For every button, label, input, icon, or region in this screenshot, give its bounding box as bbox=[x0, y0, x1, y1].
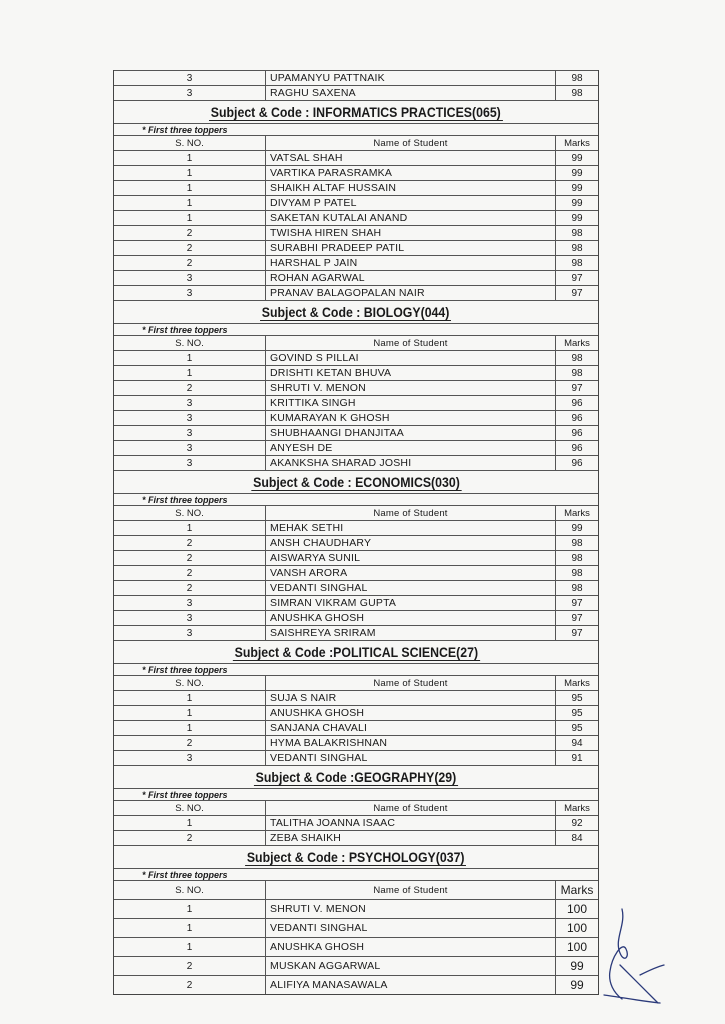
student-name-cell: MEHAK SETHI bbox=[266, 521, 556, 535]
marks-cell: 97 bbox=[571, 272, 583, 284]
table-row bbox=[114, 550, 598, 565]
table-row bbox=[114, 440, 598, 455]
serial-number-cell: 1 bbox=[114, 366, 266, 380]
student-name-cell: SUJA S NAIR bbox=[266, 691, 556, 705]
marks-cell: 98 bbox=[571, 352, 583, 364]
serial-number-cell: 1 bbox=[114, 181, 266, 195]
table-row bbox=[114, 365, 598, 380]
table-row bbox=[114, 150, 598, 165]
serial-number-cell: 2 bbox=[114, 536, 266, 550]
table-row bbox=[114, 180, 598, 195]
subject-title: Subject & Code : ECONOMICS(030) bbox=[252, 473, 460, 490]
serial-number-cell: 1 bbox=[114, 151, 266, 165]
table-row bbox=[114, 625, 598, 640]
student-name-cell: ANUSHKA GHOSH bbox=[266, 706, 556, 720]
serial-number-cell: 1 bbox=[114, 211, 266, 225]
serial-number-cell: 2 bbox=[114, 581, 266, 595]
handwritten-signature bbox=[600, 905, 670, 1005]
marks-cell: 97 bbox=[571, 382, 583, 394]
subject-section bbox=[114, 300, 598, 470]
marks-cell: 100 bbox=[566, 902, 588, 916]
toppers-note: * First three toppers bbox=[114, 663, 598, 675]
student-name-cell: SANJANA CHAVALI bbox=[266, 721, 556, 735]
student-name-cell: AKANKSHA SHARAD JOSHI bbox=[266, 456, 556, 470]
subject-heading bbox=[114, 100, 598, 123]
subject-title: Subject & Code :GEOGRAPHY(29) bbox=[255, 768, 457, 785]
toppers-table bbox=[113, 70, 599, 995]
table-row bbox=[114, 195, 598, 210]
table-header-row bbox=[114, 505, 598, 520]
student-name-cell: SHRUTI V. MENON bbox=[266, 381, 556, 395]
serial-number-cell: 1 bbox=[114, 196, 266, 210]
table-row bbox=[114, 425, 598, 440]
toppers-note: * First three toppers bbox=[114, 123, 598, 135]
student-name-cell: VEDANTI SINGHAL bbox=[266, 581, 556, 595]
serial-number-cell: S. NO. bbox=[114, 881, 266, 899]
serial-number-cell: 2 bbox=[114, 736, 266, 750]
student-name-cell: TWISHA HIREN SHAH bbox=[266, 226, 556, 240]
marks-cell: 100 bbox=[566, 940, 588, 954]
serial-number-cell: 1 bbox=[114, 721, 266, 735]
table-row bbox=[114, 610, 598, 625]
marks-cell: Marks bbox=[564, 677, 590, 689]
table-row bbox=[114, 225, 598, 240]
serial-number-cell: 3 bbox=[114, 426, 266, 440]
marks-cell: 98 bbox=[571, 582, 583, 594]
subject-title: Subject & Code : BIOLOGY(044) bbox=[262, 303, 450, 320]
serial-number-cell: 2 bbox=[114, 256, 266, 270]
table-row bbox=[114, 937, 598, 956]
table-row bbox=[114, 750, 598, 765]
marks-cell: Marks bbox=[560, 883, 594, 897]
student-name-cell: Name of Student bbox=[266, 506, 556, 520]
table-row bbox=[114, 240, 598, 255]
marks-cell: 96 bbox=[571, 427, 583, 439]
serial-number-cell: 1 bbox=[114, 938, 266, 956]
marks-cell: 98 bbox=[571, 227, 583, 239]
student-name-cell: HYMA BALAKRISHNAN bbox=[266, 736, 556, 750]
student-name-cell: DRISHTI KETAN BHUVA bbox=[266, 366, 556, 380]
serial-number-cell: 2 bbox=[114, 226, 266, 240]
subject-section bbox=[114, 845, 598, 994]
serial-number-cell: 3 bbox=[114, 411, 266, 425]
marks-cell: 98 bbox=[571, 537, 583, 549]
marks-cell: 94 bbox=[571, 737, 583, 749]
serial-number-cell: 3 bbox=[114, 86, 266, 100]
serial-number-cell: 3 bbox=[114, 611, 266, 625]
serial-number-cell: 1 bbox=[114, 521, 266, 535]
table-header-row bbox=[114, 880, 598, 899]
table-header-row bbox=[114, 335, 598, 350]
serial-number-cell: 2 bbox=[114, 551, 266, 565]
student-name-cell: VARTIKA PARASRAMKA bbox=[266, 166, 556, 180]
marks-cell: 95 bbox=[571, 692, 583, 704]
subject-title: Subject & Code : PSYCHOLOGY(037) bbox=[247, 848, 465, 865]
marks-cell: 100 bbox=[566, 921, 588, 935]
marks-cell: 98 bbox=[571, 72, 583, 84]
serial-number-cell: S. NO. bbox=[114, 136, 266, 150]
subject-section bbox=[114, 470, 598, 640]
student-name-cell: SHUBHAANGI DHANJITAA bbox=[266, 426, 556, 440]
student-name-cell: AISWARYA SUNIL bbox=[266, 551, 556, 565]
marks-cell: 98 bbox=[571, 552, 583, 564]
student-name-cell: ZEBA SHAIKH bbox=[266, 831, 556, 845]
marks-cell: 99 bbox=[570, 978, 584, 992]
table-row bbox=[114, 535, 598, 550]
table-row bbox=[114, 956, 598, 975]
table-row bbox=[114, 520, 598, 535]
student-name-cell: UPAMANYU PATTNAIK bbox=[266, 71, 556, 85]
student-name-cell: GOVIND S PILLAI bbox=[266, 351, 556, 365]
table-row bbox=[114, 595, 598, 610]
table-row bbox=[114, 975, 598, 994]
marks-cell: 98 bbox=[571, 567, 583, 579]
table-row bbox=[114, 735, 598, 750]
marks-cell: 99 bbox=[571, 167, 583, 179]
serial-number-cell: 3 bbox=[114, 271, 266, 285]
subject-heading bbox=[114, 470, 598, 493]
serial-number-cell: 2 bbox=[114, 241, 266, 255]
table-row bbox=[114, 720, 598, 735]
marks-cell: 99 bbox=[571, 522, 583, 534]
serial-number-cell: 3 bbox=[114, 396, 266, 410]
table-row bbox=[114, 410, 598, 425]
student-name-cell: SHRUTI V. MENON bbox=[266, 900, 556, 918]
student-name-cell: SHAIKH ALTAF HUSSAIN bbox=[266, 181, 556, 195]
student-name-cell: Name of Student bbox=[266, 676, 556, 690]
serial-number-cell: 2 bbox=[114, 976, 266, 994]
serial-number-cell: 3 bbox=[114, 71, 266, 85]
student-name-cell: Name of Student bbox=[266, 336, 556, 350]
student-name-cell: VEDANTI SINGHAL bbox=[266, 919, 556, 937]
student-name-cell: ANUSHKA GHOSH bbox=[266, 938, 556, 956]
toppers-note: * First three toppers bbox=[114, 788, 598, 800]
table-row bbox=[114, 815, 598, 830]
subject-heading bbox=[114, 640, 598, 663]
student-name-cell: MUSKAN AGGARWAL bbox=[266, 957, 556, 975]
serial-number-cell: S. NO. bbox=[114, 336, 266, 350]
table-row bbox=[114, 565, 598, 580]
marks-cell: Marks bbox=[564, 137, 590, 149]
table-header-row bbox=[114, 135, 598, 150]
serial-number-cell: 3 bbox=[114, 751, 266, 765]
subject-heading bbox=[114, 300, 598, 323]
marks-cell: 92 bbox=[571, 817, 583, 829]
marks-cell: 95 bbox=[571, 722, 583, 734]
table-row bbox=[114, 270, 598, 285]
student-name-cell: SIMRAN VIKRAM GUPTA bbox=[266, 596, 556, 610]
marks-cell: 96 bbox=[571, 397, 583, 409]
marks-cell: Marks bbox=[564, 337, 590, 349]
serial-number-cell: 2 bbox=[114, 957, 266, 975]
table-header-row bbox=[114, 675, 598, 690]
student-name-cell: SAKETAN KUTALAI ANAND bbox=[266, 211, 556, 225]
table-row bbox=[114, 85, 598, 100]
marks-cell: 84 bbox=[571, 832, 583, 844]
student-name-cell: Name of Student bbox=[266, 801, 556, 815]
student-name-cell: Name of Student bbox=[266, 881, 556, 899]
student-name-cell: ANUSHKA GHOSH bbox=[266, 611, 556, 625]
serial-number-cell: 1 bbox=[114, 706, 266, 720]
student-name-cell: ANSH CHAUDHARY bbox=[266, 536, 556, 550]
table-row bbox=[114, 705, 598, 720]
marks-cell: 96 bbox=[571, 412, 583, 424]
serial-number-cell: 3 bbox=[114, 626, 266, 640]
subject-title: Subject & Code : INFORMATICS PRACTICES(065) bbox=[210, 103, 501, 120]
student-name-cell: TALITHA JOANNA ISAAC bbox=[266, 816, 556, 830]
toppers-note: * First three toppers bbox=[114, 323, 598, 335]
marks-cell: Marks bbox=[564, 802, 590, 814]
student-name-cell: KUMARAYAN K GHOSH bbox=[266, 411, 556, 425]
student-name-cell: DIVYAM P PATEL bbox=[266, 196, 556, 210]
serial-number-cell: S. NO. bbox=[114, 801, 266, 815]
table-row bbox=[114, 210, 598, 225]
student-name-cell: PRANAV BALAGOPALAN NAIR bbox=[266, 286, 556, 300]
marks-cell: 98 bbox=[571, 257, 583, 269]
table-row bbox=[114, 380, 598, 395]
student-name-cell: ROHAN AGARWAL bbox=[266, 271, 556, 285]
table-row bbox=[114, 690, 598, 705]
student-name-cell: KRITTIKA SINGH bbox=[266, 396, 556, 410]
subject-title: Subject & Code :POLITICAL SCIENCE(27) bbox=[234, 643, 478, 660]
subject-section bbox=[114, 640, 598, 765]
marks-cell: 96 bbox=[571, 442, 583, 454]
table-row bbox=[114, 70, 598, 85]
serial-number-cell: 3 bbox=[114, 441, 266, 455]
student-name-cell: HARSHAL P JAIN bbox=[266, 256, 556, 270]
serial-number-cell: 2 bbox=[114, 381, 266, 395]
subject-heading bbox=[114, 765, 598, 788]
student-name-cell: RAGHU SAXENA bbox=[266, 86, 556, 100]
student-name-cell: VATSAL SHAH bbox=[266, 151, 556, 165]
serial-number-cell: 1 bbox=[114, 351, 266, 365]
table-row bbox=[114, 285, 598, 300]
marks-cell: 97 bbox=[571, 612, 583, 624]
table-row bbox=[114, 165, 598, 180]
serial-number-cell: 1 bbox=[114, 900, 266, 918]
serial-number-cell: 3 bbox=[114, 286, 266, 300]
marks-cell: 91 bbox=[571, 752, 583, 764]
marks-cell: Marks bbox=[564, 507, 590, 519]
marks-cell: 99 bbox=[570, 959, 584, 973]
serial-number-cell: 1 bbox=[114, 166, 266, 180]
student-name-cell: SAISHREYA SRIRAM bbox=[266, 626, 556, 640]
marks-cell: 99 bbox=[571, 212, 583, 224]
toppers-note: * First three toppers bbox=[114, 493, 598, 505]
student-name-cell: ANYESH DE bbox=[266, 441, 556, 455]
table-row bbox=[114, 455, 598, 470]
marks-cell: 96 bbox=[571, 457, 583, 469]
table-row bbox=[114, 580, 598, 595]
student-name-cell: VANSH ARORA bbox=[266, 566, 556, 580]
marks-cell: 98 bbox=[571, 87, 583, 99]
table-row bbox=[114, 350, 598, 365]
subject-section bbox=[114, 100, 598, 300]
table-row bbox=[114, 899, 598, 918]
marks-cell: 99 bbox=[571, 182, 583, 194]
marks-cell: 95 bbox=[571, 707, 583, 719]
table-header-row bbox=[114, 800, 598, 815]
student-name-cell: Name of Student bbox=[266, 136, 556, 150]
serial-number-cell: S. NO. bbox=[114, 676, 266, 690]
serial-number-cell: 1 bbox=[114, 919, 266, 937]
marks-cell: 98 bbox=[571, 242, 583, 254]
serial-number-cell: 1 bbox=[114, 691, 266, 705]
marks-cell: 99 bbox=[571, 152, 583, 164]
table-row bbox=[114, 395, 598, 410]
subject-section bbox=[114, 765, 598, 845]
serial-number-cell: 2 bbox=[114, 566, 266, 580]
serial-number-cell: 3 bbox=[114, 596, 266, 610]
marks-cell: 97 bbox=[571, 287, 583, 299]
serial-number-cell: S. NO. bbox=[114, 506, 266, 520]
table-row bbox=[114, 255, 598, 270]
student-name-cell: VEDANTI SINGHAL bbox=[266, 751, 556, 765]
table-row bbox=[114, 830, 598, 845]
marks-cell: 98 bbox=[571, 367, 583, 379]
serial-number-cell: 2 bbox=[114, 831, 266, 845]
serial-number-cell: 3 bbox=[114, 456, 266, 470]
student-name-cell: ALIFIYA MANASAWALA bbox=[266, 976, 556, 994]
marks-cell: 99 bbox=[571, 197, 583, 209]
student-name-cell: SURABHI PRADEEP PATIL bbox=[266, 241, 556, 255]
toppers-note: * First three toppers bbox=[114, 868, 598, 880]
table-row bbox=[114, 918, 598, 937]
marks-cell: 97 bbox=[571, 627, 583, 639]
serial-number-cell: 1 bbox=[114, 816, 266, 830]
subject-heading bbox=[114, 845, 598, 868]
marks-cell: 97 bbox=[571, 597, 583, 609]
